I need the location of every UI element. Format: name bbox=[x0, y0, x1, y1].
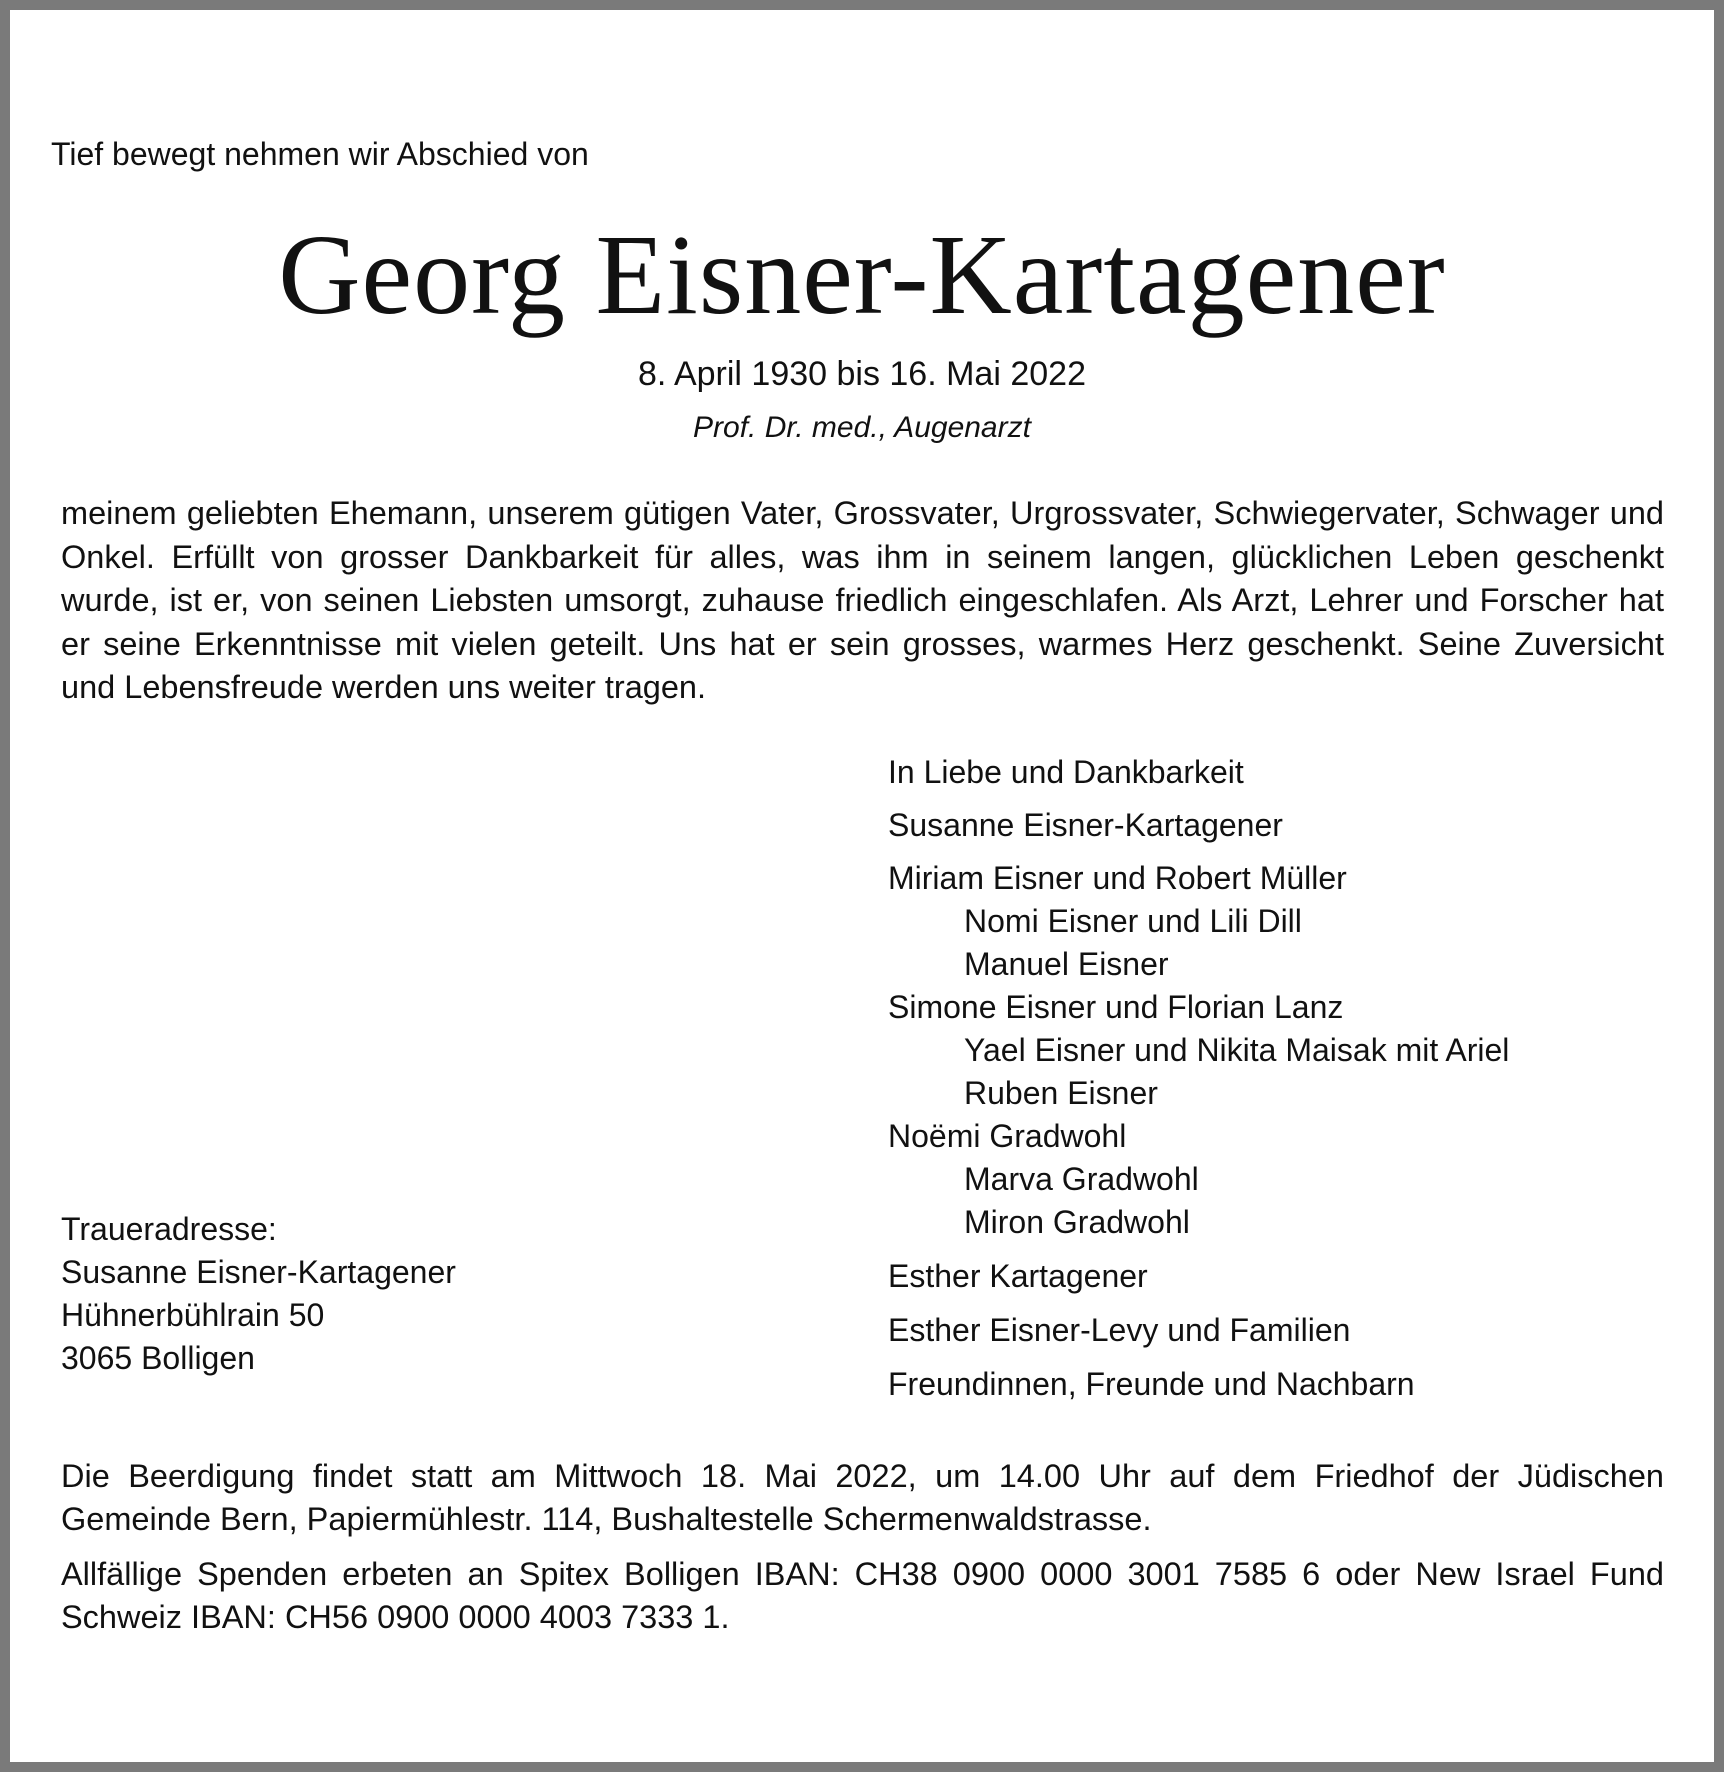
donations-notice: Allfällige Spenden erbeten an Spitex Bolligen IBAN: CH38 0900 0000 3001 7585 6 oder New Israel Fund Schweiz IBAN: CH56 0900 0000 4003 7333 1. bbox=[61, 1556, 1664, 1635]
address-city: 3065 Bolligen bbox=[61, 1340, 255, 1376]
mourning-address bbox=[61, 1208, 456, 1380]
address-street: Hühnerbühlrain 50 bbox=[61, 1297, 325, 1333]
mourner-line: Esther Eisner-Levy und Familien bbox=[888, 1312, 1351, 1348]
mourner-line: Susanne Eisner-Kartagener bbox=[888, 807, 1283, 843]
mourner-line: Esther Kartagener bbox=[888, 1258, 1148, 1294]
mourner-line: Simone Eisner und Florian Lanz bbox=[888, 989, 1344, 1025]
mourner-line: Marva Gradwohl bbox=[964, 1161, 1199, 1197]
mourner-line: Yael Eisner und Nikita Maisak mit Ariel bbox=[964, 1032, 1510, 1068]
mourner-line: Miriam Eisner und Robert Müller bbox=[888, 860, 1347, 896]
closing-line: In Liebe und Dankbarkeit bbox=[888, 754, 1244, 790]
tribute-text: meinem geliebten Ehemann, unserem gütigen Vater, Grossvater, Urgrossvater, Schwiegervater, Schwager und Onkel. Erfüllt von grosser Dankbarkeit für alles, was ihm in seinem langen, glücklichen Leben geschenkt wurde, ist er, von seinen Liebsten umsorgt, zuhause friedlich eingeschlafen. Als Arzt, Lehrer und Forscher hat er seine Erkenntnisse mit vielen geteilt. Uns hat er sein grosses, warmes Herz geschenkt. Seine Zuversicht und Lebensfreude werden uns weiter tragen. bbox=[61, 495, 1664, 705]
life-dates: 8. April 1930 bis 16. Mai 2022 bbox=[638, 355, 1086, 393]
mourner-line: Ruben Eisner bbox=[964, 1075, 1158, 1111]
address-name: Susanne Eisner-Kartagener bbox=[61, 1254, 456, 1290]
deceased-title: Prof. Dr. med., Augenarzt bbox=[693, 411, 1031, 444]
mourner-line: Miron Gradwohl bbox=[964, 1204, 1190, 1240]
mourner-line: Freundinnen, Freunde und Nachbarn bbox=[888, 1366, 1415, 1402]
mourner-line: Manuel Eisner bbox=[964, 946, 1169, 982]
funeral-notice: Die Beerdigung findet statt am Mittwoch 18. Mai 2022, um 14.00 Uhr auf dem Friedhof der Jüdischen Gemeinde Bern, Papiermühlestr. 114, Bushaltestelle Schermenwaldstrasse. bbox=[61, 1458, 1664, 1537]
mourner-line: Noëmi Gradwohl bbox=[888, 1118, 1127, 1154]
intro-line: Tief bewegt nehmen wir Abschied von bbox=[51, 136, 589, 172]
address-label: Traueradresse: bbox=[61, 1211, 277, 1247]
deceased-name: Georg Eisner-Kartagener bbox=[278, 211, 1446, 338]
mourner-line: Nomi Eisner und Lili Dill bbox=[964, 903, 1302, 939]
